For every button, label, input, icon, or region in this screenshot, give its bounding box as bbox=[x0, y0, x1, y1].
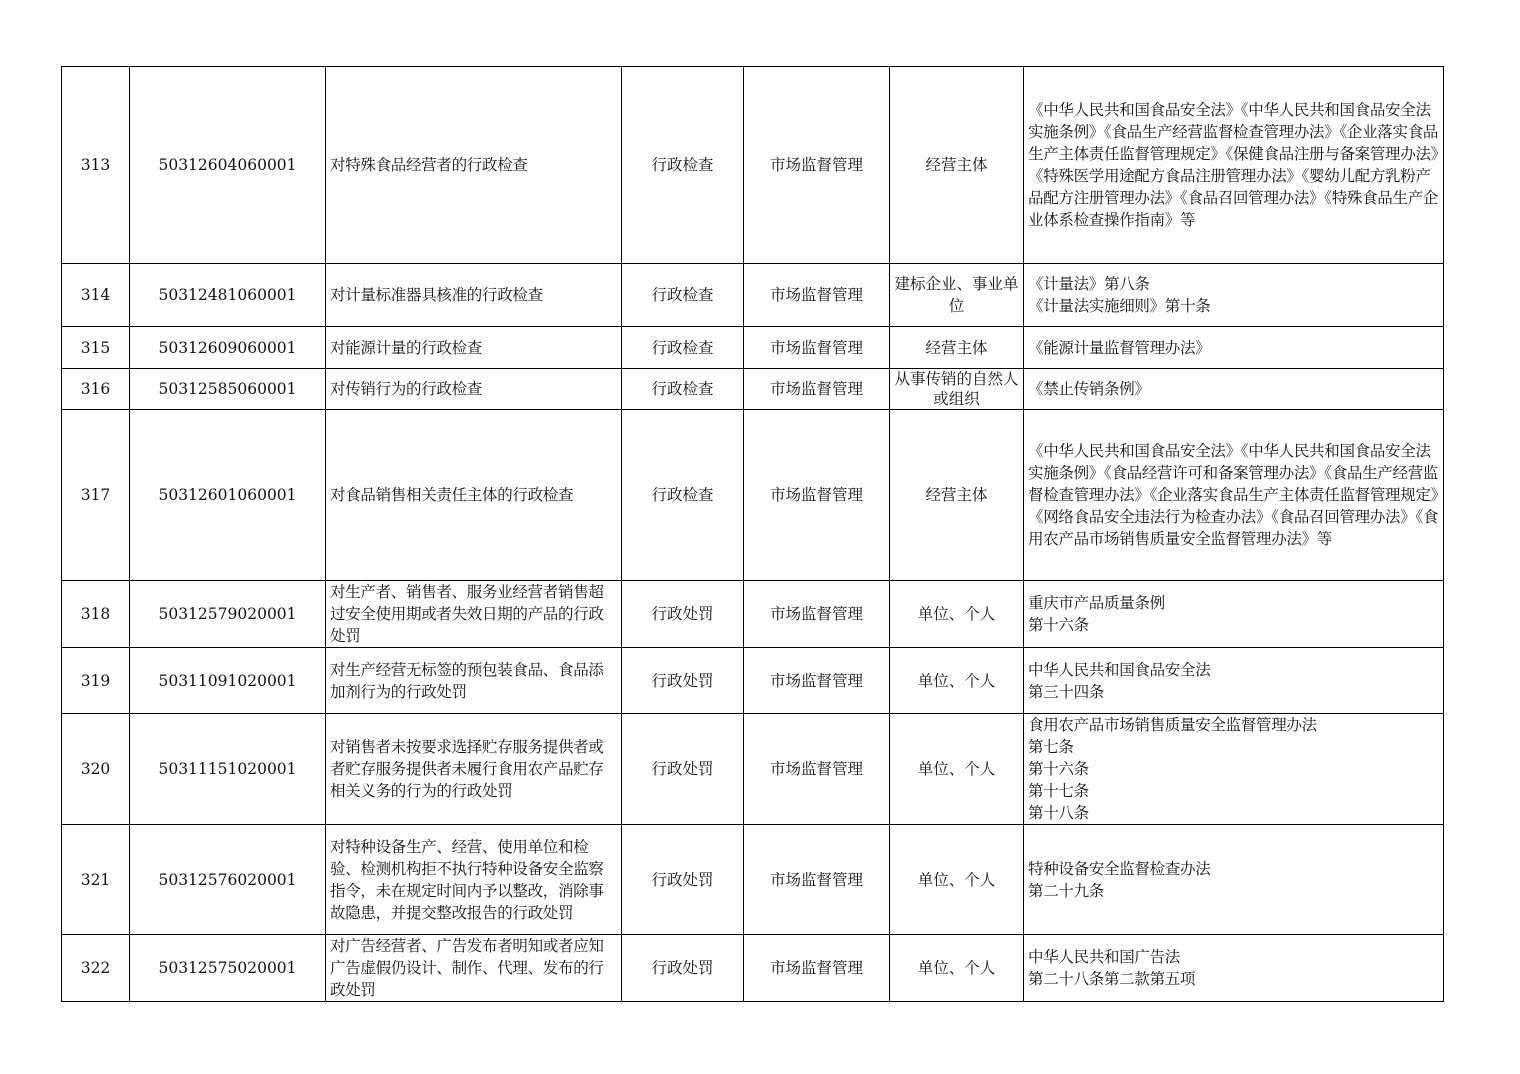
item-code: 50311091020001 bbox=[130, 648, 326, 714]
item-type: 行政处罚 bbox=[622, 648, 744, 714]
item-name: 对能源计量的行政检查 bbox=[326, 327, 622, 369]
target-subject: 经营主体 bbox=[890, 327, 1024, 369]
item-code: 50312601060001 bbox=[130, 410, 326, 581]
item-type: 行政处罚 bbox=[622, 714, 744, 825]
legal-basis: 特种设备安全监督检查办法 第二十九条 bbox=[1024, 825, 1444, 935]
row-number: 321 bbox=[62, 825, 130, 935]
row-number: 318 bbox=[62, 581, 130, 648]
legal-basis: 《计量法》第八条 《计量法实施细则》第十条 bbox=[1024, 264, 1444, 327]
legal-basis: 食用农产品市场销售质量安全监督管理办法 第七条 第十六条 第十七条 第十八条 bbox=[1024, 714, 1444, 825]
item-type: 行政检查 bbox=[622, 327, 744, 369]
item-name: 对销售者未按要求选择贮存服务提供者或者贮存服务提供者未履行食用农产品贮存相关义务的行为的行政处罚 bbox=[326, 714, 622, 825]
row-number: 314 bbox=[62, 264, 130, 327]
legal-basis: 《能源计量监督管理办法》 bbox=[1024, 327, 1444, 369]
item-code: 50312609060001 bbox=[130, 327, 326, 369]
item-name: 对特殊食品经营者的行政检查 bbox=[326, 67, 622, 264]
department: 市场监督管理 bbox=[744, 825, 890, 935]
item-code: 50312579020001 bbox=[130, 581, 326, 648]
row-number: 320 bbox=[62, 714, 130, 825]
department: 市场监督管理 bbox=[744, 410, 890, 581]
legal-basis: 中华人民共和国广告法 第二十八条第二款第五项 bbox=[1024, 935, 1444, 1002]
item-name: 对生产经营无标签的预包装食品、食品添加剂行为的行政处罚 bbox=[326, 648, 622, 714]
target-subject: 经营主体 bbox=[890, 410, 1024, 581]
item-type: 行政检查 bbox=[622, 67, 744, 264]
department: 市场监督管理 bbox=[744, 264, 890, 327]
item-type: 行政检查 bbox=[622, 369, 744, 410]
item-type: 行政检查 bbox=[622, 264, 744, 327]
item-name: 对食品销售相关责任主体的行政检查 bbox=[326, 410, 622, 581]
item-code: 50312575020001 bbox=[130, 935, 326, 1002]
target-subject: 单位、个人 bbox=[890, 714, 1024, 825]
table-row bbox=[62, 327, 1444, 369]
department: 市场监督管理 bbox=[744, 67, 890, 264]
records-table bbox=[61, 66, 1444, 1002]
item-type: 行政处罚 bbox=[622, 935, 744, 1002]
legal-basis: 《禁止传销条例》 bbox=[1024, 369, 1444, 410]
item-code: 50312585060001 bbox=[130, 369, 326, 410]
target-subject: 单位、个人 bbox=[890, 648, 1024, 714]
legal-basis: 中华人民共和国食品安全法 第三十四条 bbox=[1024, 648, 1444, 714]
row-number: 322 bbox=[62, 935, 130, 1002]
department: 市场监督管理 bbox=[744, 327, 890, 369]
table-row bbox=[62, 264, 1444, 327]
item-code: 50311151020001 bbox=[130, 714, 326, 825]
target-subject: 从事传销的自然人或组织 bbox=[890, 369, 1024, 410]
table-row bbox=[62, 935, 1444, 1002]
department: 市场监督管理 bbox=[744, 581, 890, 648]
department: 市场监督管理 bbox=[744, 648, 890, 714]
item-name: 对计量标准器具核准的行政检查 bbox=[326, 264, 622, 327]
row-number: 313 bbox=[62, 67, 130, 264]
row-number: 319 bbox=[62, 648, 130, 714]
department: 市场监督管理 bbox=[744, 714, 890, 825]
legal-basis: 《中华人民共和国食品安全法》《中华人民共和国食品安全法实施条例》《食品生产经营监督检查管理办法》《企业落实食品生产主体责任监督管理规定》《保健食品注册与备案管理办法》《特殊医学用途配方食品注册管理办法》《婴幼儿配方乳粉产品配方注册管理办法》《食品召回管理办法》《特殊食品生产企业体系检查操作指南》等 bbox=[1024, 67, 1444, 264]
row-number: 315 bbox=[62, 327, 130, 369]
item-code: 50312604060001 bbox=[130, 67, 326, 264]
item-type: 行政检查 bbox=[622, 410, 744, 581]
item-type: 行政处罚 bbox=[622, 825, 744, 935]
legal-basis: 重庆市产品质量条例 第十六条 bbox=[1024, 581, 1444, 648]
item-code: 50312481060001 bbox=[130, 264, 326, 327]
item-name: 对广告经营者、广告发布者明知或者应知广告虚假仍设计、制作、代理、发布的行政处罚 bbox=[326, 935, 622, 1002]
item-name: 对特种设备生产、经营、使用单位和检验、检测机构拒不执行特种设备安全监察指令，未在规定时间内予以整改，消除事故隐患，并提交整改报告的行政处罚 bbox=[326, 825, 622, 935]
department: 市场监督管理 bbox=[744, 369, 890, 410]
row-number: 316 bbox=[62, 369, 130, 410]
table-row bbox=[62, 410, 1444, 581]
table-row bbox=[62, 581, 1444, 648]
item-name: 对生产者、销售者、服务业经营者销售超过安全使用期或者失效日期的产品的行政处罚 bbox=[326, 581, 622, 648]
table-row bbox=[62, 714, 1444, 825]
table-row bbox=[62, 369, 1444, 410]
row-number: 317 bbox=[62, 410, 130, 581]
target-subject: 单位、个人 bbox=[890, 581, 1024, 648]
target-subject: 经营主体 bbox=[890, 67, 1024, 264]
target-subject: 单位、个人 bbox=[890, 825, 1024, 935]
item-type: 行政处罚 bbox=[622, 581, 744, 648]
item-name: 对传销行为的行政检查 bbox=[326, 369, 622, 410]
legal-basis: 《中华人民共和国食品安全法》《中华人民共和国食品安全法实施条例》《食品经营许可和备案管理办法》《食品生产经营监督检查管理办法》《企业落实食品生产主体责任监督管理规定》《网络食品安全违法行为检查办法》《食品召回管理办法》《食用农产品市场销售质量安全监督管理办法》等 bbox=[1024, 410, 1444, 581]
table-row bbox=[62, 67, 1444, 264]
table-row bbox=[62, 648, 1444, 714]
department: 市场监督管理 bbox=[744, 935, 890, 1002]
target-subject: 单位、个人 bbox=[890, 935, 1024, 1002]
table-row bbox=[62, 825, 1444, 935]
item-code: 50312576020001 bbox=[130, 825, 326, 935]
target-subject: 建标企业、事业单位 bbox=[890, 264, 1024, 327]
